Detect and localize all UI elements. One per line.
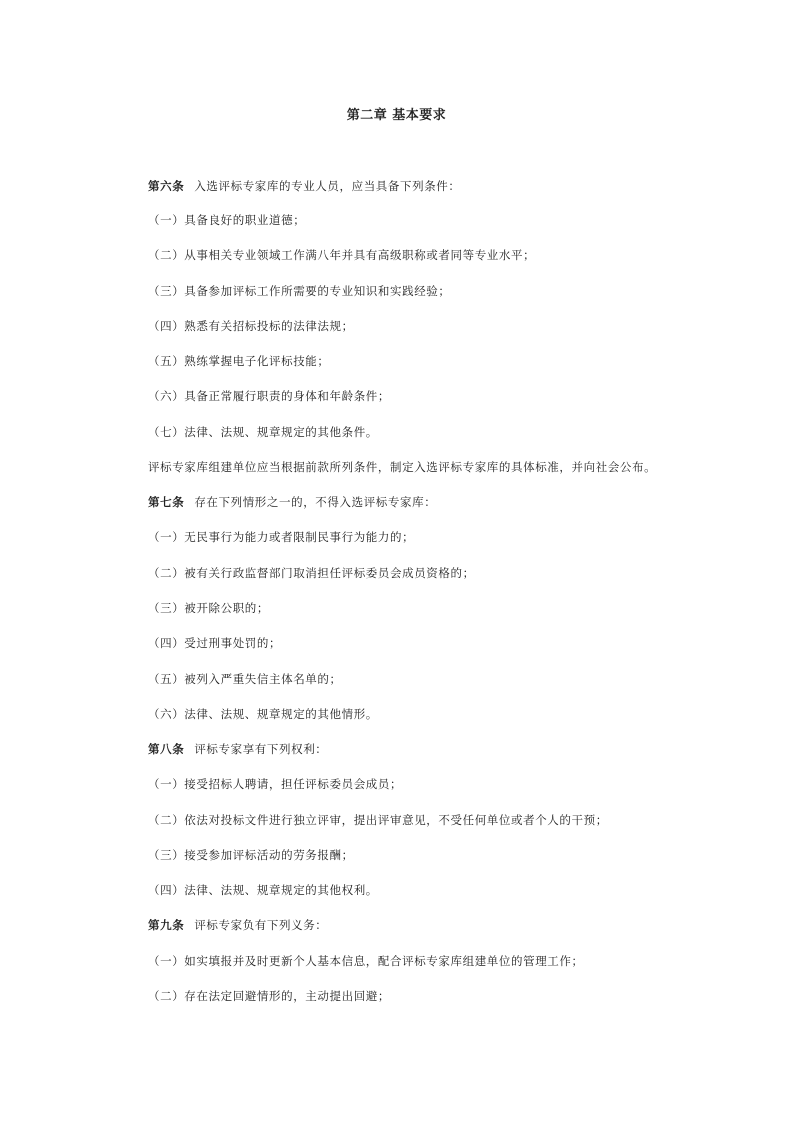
clause-item: （一）接受招标人聘请，担任评标委员会成员；	[148, 777, 403, 791]
article-6-heading	[148, 178, 461, 194]
clause-item: （一）具备良好的职业道德；	[148, 213, 306, 227]
clause-item: （三）具备参加评标工作所需要的专业知识和实践经验；	[148, 284, 451, 298]
clause-item: （二）从事相关专业领域工作满八年并具有高级职称或者同等专业水平；	[148, 248, 536, 262]
article-text: 评标专家负有下列义务：	[194, 918, 328, 932]
article-label: 第七条	[148, 495, 185, 509]
article-label: 第六条	[148, 179, 185, 193]
article-8-heading	[148, 741, 327, 757]
clause-item: （五）被列入严重失信主体名单的；	[148, 672, 342, 686]
article-text: 存在下列情形之一的，不得入选评标专家库：	[194, 495, 437, 509]
clause-item: （三）被开除公职的；	[148, 601, 269, 615]
article-9-heading	[148, 917, 327, 933]
article-label: 第八条	[148, 742, 185, 756]
clause-item: （四）受过刑事处罚的；	[148, 636, 282, 650]
clause-item: （二）依法对投标文件进行独立评审，提出评审意见，不受任何单位或者个人的干预；	[148, 813, 608, 827]
clause-item: （三）接受参加评标活动的劳务报酬；	[148, 848, 354, 862]
paragraph: 评标专家库组建单位应当根据前款所列条件，制定入选评标专家库的具体标准，并向社会公布。	[148, 460, 657, 474]
article-7-heading	[148, 494, 436, 510]
clause-item: （七）法律、法规、规章规定的其他条件。	[148, 425, 378, 439]
chapter-title: 第二章 基本要求	[346, 108, 447, 123]
article-label: 第九条	[148, 918, 185, 932]
clause-item: （六）法律、法规、规章规定的其他情形。	[148, 707, 378, 721]
article-text: 入选评标专家库的专业人员，应当具备下列条件：	[194, 179, 461, 193]
clause-item: （一）如实填报并及时更新个人基本信息，配合评标专家库组建单位的管理工作；	[148, 954, 584, 968]
clause-item: （六）具备正常履行职责的身体和年龄条件；	[148, 389, 390, 403]
clause-item: （一）无民事行为能力或者限制民事行为能力的；	[148, 530, 415, 544]
clause-item: （二）存在法定回避情形的，主动提出回避；	[148, 989, 390, 1003]
clause-item: （四）法律、法规、规章规定的其他权利。	[148, 883, 378, 897]
clause-item: （四）熟悉有关招标投标的法律法规；	[148, 319, 354, 333]
article-text: 评标专家享有下列权利：	[194, 742, 328, 756]
clause-item: （五）熟练掌握电子化评标技能；	[148, 354, 330, 368]
clause-item: （二）被有关行政监督部门取消担任评标委员会成员资格的；	[148, 566, 475, 580]
